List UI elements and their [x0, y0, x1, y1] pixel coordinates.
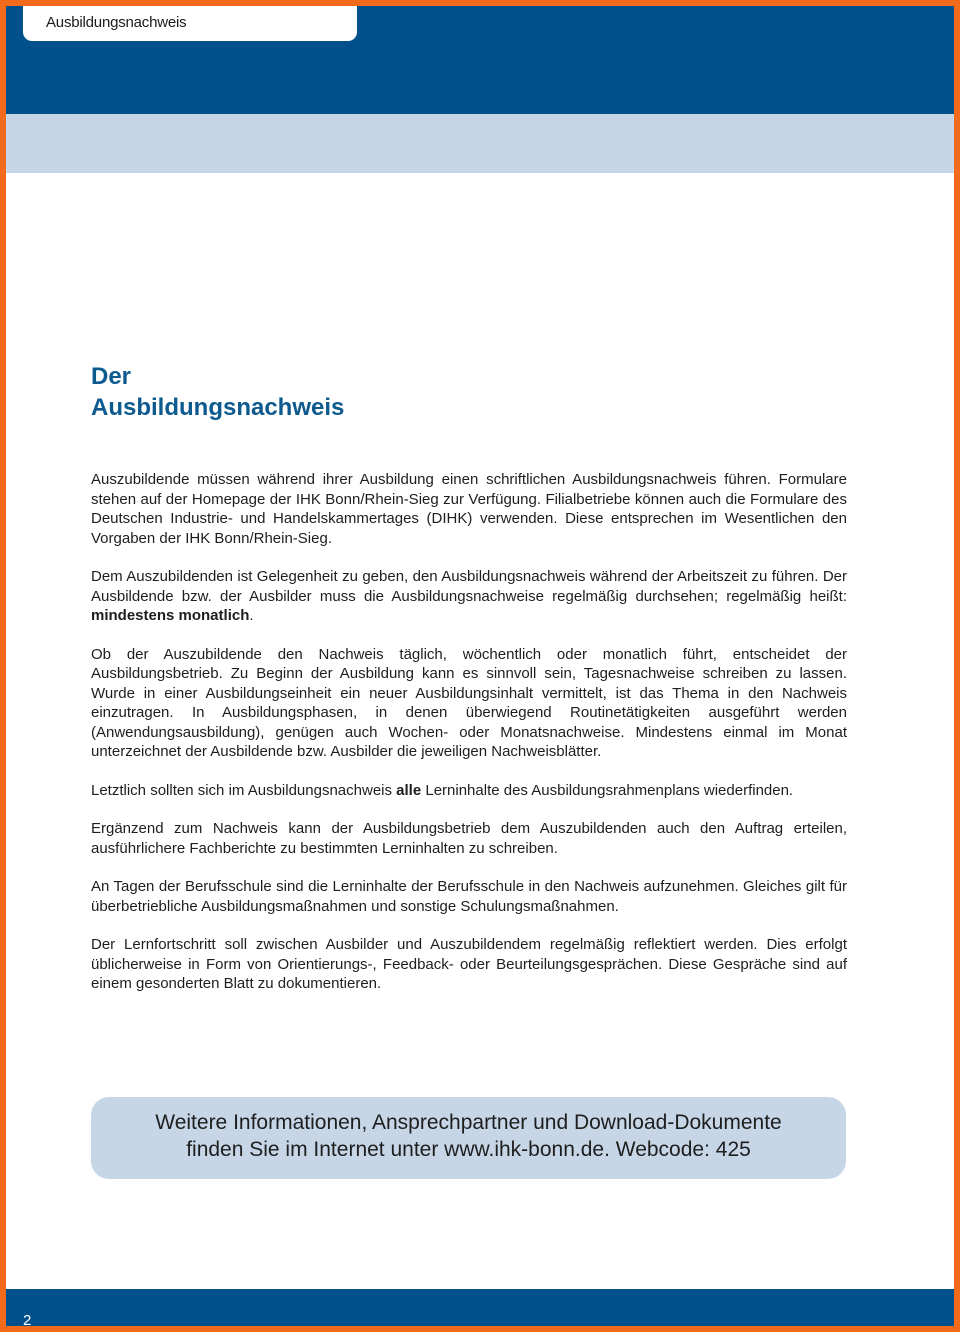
paragraph-1: Auszubildende müssen während ihrer Ausbildung einen schriftlichen Ausbildungsnachweis führen. Formulare stehen auf der Homepage der IHK Bonn/Rhein-Sieg zur Verfügung. Filialbetriebe können auch die Formulare des Deutschen Industrie- und Handelskammertages (DIHK) verwenden. Diese entsprechen im Wesentlichen den Vorgaben der IHK Bonn/Rhein-Sieg. [91, 471, 847, 547]
paragraph-5: Ergänzend zum Nachweis kann der Ausbildungsbetrieb dem Auszubildenden auch den Auftrag erteilen, ausführlichere Fachberichte zu bestimmten Lerninhalten zu schreiben. [91, 820, 847, 857]
paragraph-2-end: . [249, 607, 254, 624]
page-title [91, 361, 344, 423]
paragraph-4-end: Lerninhalte des Ausbildungsrahmenplans wiederfinden. [421, 781, 794, 799]
paragraph-2-bold: mindestens monatlich [91, 607, 250, 624]
paragraph-2 [91, 567, 847, 626]
page-title-line1: Der [91, 363, 132, 390]
footer-band [6, 1289, 954, 1332]
paragraph-2-text: Dem Auszubildenden ist Gelegenheit zu geben, den Ausbildungsnachweis während der Arbeitszeit zu führen. Der Ausbildende bzw. der Ausbilder muss die Ausbildungsnachweise regelmäßig durchsehen; regelmäßig heißt: [91, 568, 847, 605]
paragraph-3: Ob der Auszubildende den Nachweis täglich, wöchentlich oder monatlich führt, entscheidet der Ausbildungsbetrieb. Zu Beginn der Ausbildung kann es sinnvoll sein, Tagesnachweise schreiben zu lassen. Wurde in einer Ausbildungseinheit ein neuer Ausbildungsinhalt vermittelt, ist das Thema in den Nachweis einzutragen. In Ausbildungsphasen, in denen überwiegend Routinetätigkeiten ausgeführt werden (Anwendungsausbildung), genügen auch Wochen- oder Monatsnachweise. Mindestens einmal im Monat unterzeichnet der Ausbildende bzw. Ausbilder die jeweiligen Nachweisblätter. [91, 645, 847, 760]
article-body [91, 470, 847, 1013]
paragraph-6: An Tagen der Berufsschule sind die Lerninhalte der Berufsschule in den Nachweis aufzunehmen. Gleiches gilt für überbetriebliche Ausbildungsmaßnahmen und sonstige Schulungsmaßnahmen. [91, 878, 847, 915]
header-tab-label: Ausbildungsnachweis [46, 14, 187, 31]
page-number: 2 [23, 1312, 32, 1329]
header-tab [23, 6, 357, 41]
paragraph-7: Der Lernfortschritt soll zwischen Ausbilder und Auszubildendem regelmäßig reflektiert werden. Dies erfolgt üblicherweise in Form von Orientierungs-, Feedback- oder Beurteilungsgesprächen. Diese Gespräche sind auf einem gesonderten Blatt zu dokumentieren. [91, 936, 847, 992]
paragraph-4-text: Letztlich sollten sich im Ausbildungsnachweis [91, 781, 397, 799]
info-box-line2: finden Sie im Internet unter www.ihk-bonn.de. Webcode: 425 [186, 1138, 751, 1161]
paragraph-4-bold: alle [396, 781, 422, 799]
header-band [6, 6, 954, 114]
info-box-line1: Weitere Informationen, Ansprechpartner und Download-Dokumente [155, 1111, 782, 1134]
page-title-line2: Ausbildungsnachweis [91, 394, 345, 421]
header-sub-band [6, 114, 954, 173]
paragraph-4 [91, 781, 847, 801]
info-box [91, 1097, 846, 1179]
